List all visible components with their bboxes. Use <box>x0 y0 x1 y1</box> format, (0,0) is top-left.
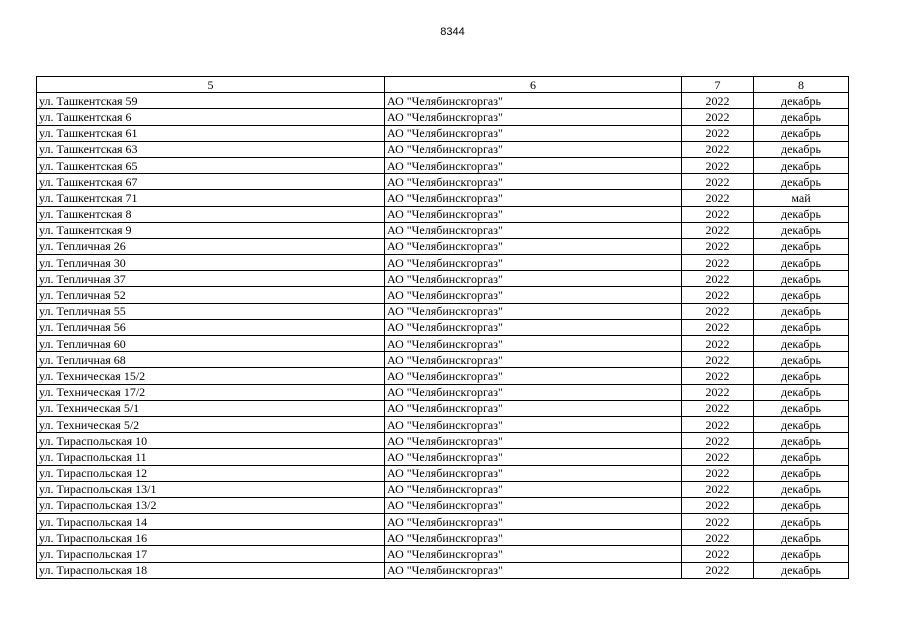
month-cell: декабрь <box>754 303 849 319</box>
month-cell: декабрь <box>754 222 849 238</box>
organization-cell: АО "Челябинскгоргаз" <box>385 93 682 109</box>
table-row <box>37 93 849 109</box>
address-cell: ул. Тепличная 52 <box>37 287 385 303</box>
month-cell: декабрь <box>754 400 849 416</box>
column-header-6: 6 <box>385 77 682 93</box>
organization-cell: АО "Челябинскгоргаз" <box>385 336 682 352</box>
month-cell: декабрь <box>754 157 849 173</box>
organization-cell: АО "Челябинскгоргаз" <box>385 157 682 173</box>
organization-cell: АО "Челябинскгоргаз" <box>385 530 682 546</box>
month-cell: декабрь <box>754 546 849 562</box>
organization-cell: АО "Челябинскгоргаз" <box>385 384 682 400</box>
address-cell: ул. Тираспольская 13/2 <box>37 497 385 513</box>
table-row <box>37 141 849 157</box>
month-cell: декабрь <box>754 271 849 287</box>
organization-cell: АО "Челябинскгоргаз" <box>385 514 682 530</box>
month-cell: декабрь <box>754 352 849 368</box>
table-row <box>37 255 849 271</box>
organization-cell: АО "Челябинскгоргаз" <box>385 400 682 416</box>
address-cell: ул. Тепличная 55 <box>37 303 385 319</box>
address-cell: ул. Ташкентская 67 <box>37 174 385 190</box>
year-cell: 2022 <box>682 125 754 141</box>
organization-cell: АО "Челябинскгоргаз" <box>385 141 682 157</box>
table-row <box>37 465 849 481</box>
table-row <box>37 271 849 287</box>
year-cell: 2022 <box>682 352 754 368</box>
year-cell: 2022 <box>682 255 754 271</box>
organization-cell: АО "Челябинскгоргаз" <box>385 271 682 287</box>
table-row <box>37 546 849 562</box>
table-row <box>37 449 849 465</box>
year-cell: 2022 <box>682 433 754 449</box>
table-body <box>37 93 849 579</box>
table-row <box>37 303 849 319</box>
table-row <box>37 433 849 449</box>
address-cell: ул. Тираспольская 16 <box>37 530 385 546</box>
organization-cell: АО "Челябинскгоргаз" <box>385 174 682 190</box>
organization-cell: АО "Челябинскгоргаз" <box>385 319 682 335</box>
column-header-8: 8 <box>754 77 849 93</box>
address-cell: ул. Тепличная 68 <box>37 352 385 368</box>
table-header <box>37 77 849 93</box>
year-cell: 2022 <box>682 287 754 303</box>
table-row <box>37 174 849 190</box>
table-row <box>37 190 849 206</box>
year-cell: 2022 <box>682 400 754 416</box>
table-row <box>37 125 849 141</box>
table-row <box>37 287 849 303</box>
organization-cell: АО "Челябинскгоргаз" <box>385 287 682 303</box>
table-row <box>37 222 849 238</box>
table-row <box>37 384 849 400</box>
organization-cell: АО "Челябинскгоргаз" <box>385 109 682 125</box>
month-cell: май <box>754 190 849 206</box>
address-cell: ул. Тираспольская 11 <box>37 449 385 465</box>
organization-cell: АО "Челябинскгоргаз" <box>385 222 682 238</box>
page-number: 8344 <box>440 26 465 38</box>
table-row <box>37 481 849 497</box>
year-cell: 2022 <box>682 271 754 287</box>
month-cell: декабрь <box>754 449 849 465</box>
month-cell: декабрь <box>754 433 849 449</box>
organization-cell: АО "Челябинскгоргаз" <box>385 303 682 319</box>
table-row <box>37 497 849 513</box>
table-row <box>37 400 849 416</box>
organization-cell: АО "Челябинскгоргаз" <box>385 433 682 449</box>
month-cell: декабрь <box>754 368 849 384</box>
address-cell: ул. Тираспольская 12 <box>37 465 385 481</box>
organization-cell: АО "Челябинскгоргаз" <box>385 481 682 497</box>
table-row <box>37 319 849 335</box>
organization-cell: АО "Челябинскгоргаз" <box>385 546 682 562</box>
month-cell: декабрь <box>754 319 849 335</box>
address-cell: ул. Ташкентская 71 <box>37 190 385 206</box>
organization-cell: АО "Челябинскгоргаз" <box>385 497 682 513</box>
address-cell: ул. Тепличная 56 <box>37 319 385 335</box>
organization-cell: АО "Челябинскгоргаз" <box>385 368 682 384</box>
year-cell: 2022 <box>682 384 754 400</box>
month-cell: декабрь <box>754 416 849 432</box>
year-cell: 2022 <box>682 141 754 157</box>
organization-cell: АО "Челябинскгоргаз" <box>385 125 682 141</box>
table-row <box>37 514 849 530</box>
address-cell: ул. Ташкентская 8 <box>37 206 385 222</box>
month-cell: декабрь <box>754 238 849 254</box>
year-cell: 2022 <box>682 546 754 562</box>
year-cell: 2022 <box>682 368 754 384</box>
month-cell: декабрь <box>754 562 849 578</box>
table-row <box>37 562 849 578</box>
table-row <box>37 157 849 173</box>
address-schedule-table <box>36 76 849 579</box>
month-cell: декабрь <box>754 125 849 141</box>
year-cell: 2022 <box>682 530 754 546</box>
table-row <box>37 336 849 352</box>
year-cell: 2022 <box>682 238 754 254</box>
address-cell: ул. Ташкентская 61 <box>37 125 385 141</box>
year-cell: 2022 <box>682 562 754 578</box>
header-row <box>37 77 849 93</box>
address-cell: ул. Тепличная 37 <box>37 271 385 287</box>
organization-cell: АО "Челябинскгоргаз" <box>385 416 682 432</box>
year-cell: 2022 <box>682 157 754 173</box>
year-cell: 2022 <box>682 303 754 319</box>
month-cell: декабрь <box>754 174 849 190</box>
year-cell: 2022 <box>682 93 754 109</box>
month-cell: декабрь <box>754 336 849 352</box>
month-cell: декабрь <box>754 109 849 125</box>
table-row <box>37 109 849 125</box>
month-cell: декабрь <box>754 255 849 271</box>
organization-cell: АО "Челябинскгоргаз" <box>385 206 682 222</box>
month-cell: декабрь <box>754 384 849 400</box>
address-cell: ул. Техническая 17/2 <box>37 384 385 400</box>
address-cell: ул. Тираспольская 14 <box>37 514 385 530</box>
table-row <box>37 416 849 432</box>
year-cell: 2022 <box>682 497 754 513</box>
address-cell: ул. Тираспольская 10 <box>37 433 385 449</box>
address-cell: ул. Ташкентская 63 <box>37 141 385 157</box>
table-row <box>37 238 849 254</box>
month-cell: декабрь <box>754 481 849 497</box>
address-cell: ул. Тираспольская 13/1 <box>37 481 385 497</box>
year-cell: 2022 <box>682 481 754 497</box>
address-cell: ул. Тепличная 26 <box>37 238 385 254</box>
year-cell: 2022 <box>682 319 754 335</box>
year-cell: 2022 <box>682 206 754 222</box>
address-cell: ул. Техническая 5/1 <box>37 400 385 416</box>
year-cell: 2022 <box>682 336 754 352</box>
month-cell: декабрь <box>754 287 849 303</box>
year-cell: 2022 <box>682 416 754 432</box>
year-cell: 2022 <box>682 449 754 465</box>
month-cell: декабрь <box>754 206 849 222</box>
month-cell: декабрь <box>754 465 849 481</box>
year-cell: 2022 <box>682 514 754 530</box>
address-cell: ул. Ташкентская 65 <box>37 157 385 173</box>
organization-cell: АО "Челябинскгоргаз" <box>385 449 682 465</box>
organization-cell: АО "Челябинскгоргаз" <box>385 352 682 368</box>
year-cell: 2022 <box>682 465 754 481</box>
address-cell: ул. Тираспольская 18 <box>37 562 385 578</box>
address-cell: ул. Ташкентская 6 <box>37 109 385 125</box>
column-header-7: 7 <box>682 77 754 93</box>
year-cell: 2022 <box>682 222 754 238</box>
address-cell: ул. Тираспольская 17 <box>37 546 385 562</box>
year-cell: 2022 <box>682 174 754 190</box>
address-cell: ул. Техническая 15/2 <box>37 368 385 384</box>
month-cell: декабрь <box>754 514 849 530</box>
address-cell: ул. Ташкентская 59 <box>37 93 385 109</box>
table-row <box>37 368 849 384</box>
table-row <box>37 530 849 546</box>
month-cell: декабрь <box>754 497 849 513</box>
table-row <box>37 206 849 222</box>
month-cell: декабрь <box>754 141 849 157</box>
year-cell: 2022 <box>682 190 754 206</box>
year-cell: 2022 <box>682 109 754 125</box>
organization-cell: АО "Челябинскгоргаз" <box>385 238 682 254</box>
organization-cell: АО "Челябинскгоргаз" <box>385 190 682 206</box>
address-cell: ул. Техническая 5/2 <box>37 416 385 432</box>
month-cell: декабрь <box>754 530 849 546</box>
address-cell: ул. Тепличная 60 <box>37 336 385 352</box>
column-header-5: 5 <box>37 77 385 93</box>
organization-cell: АО "Челябинскгоргаз" <box>385 255 682 271</box>
organization-cell: АО "Челябинскгоргаз" <box>385 562 682 578</box>
address-cell: ул. Тепличная 30 <box>37 255 385 271</box>
table-row <box>37 352 849 368</box>
organization-cell: АО "Челябинскгоргаз" <box>385 465 682 481</box>
month-cell: декабрь <box>754 93 849 109</box>
address-cell: ул. Ташкентская 9 <box>37 222 385 238</box>
